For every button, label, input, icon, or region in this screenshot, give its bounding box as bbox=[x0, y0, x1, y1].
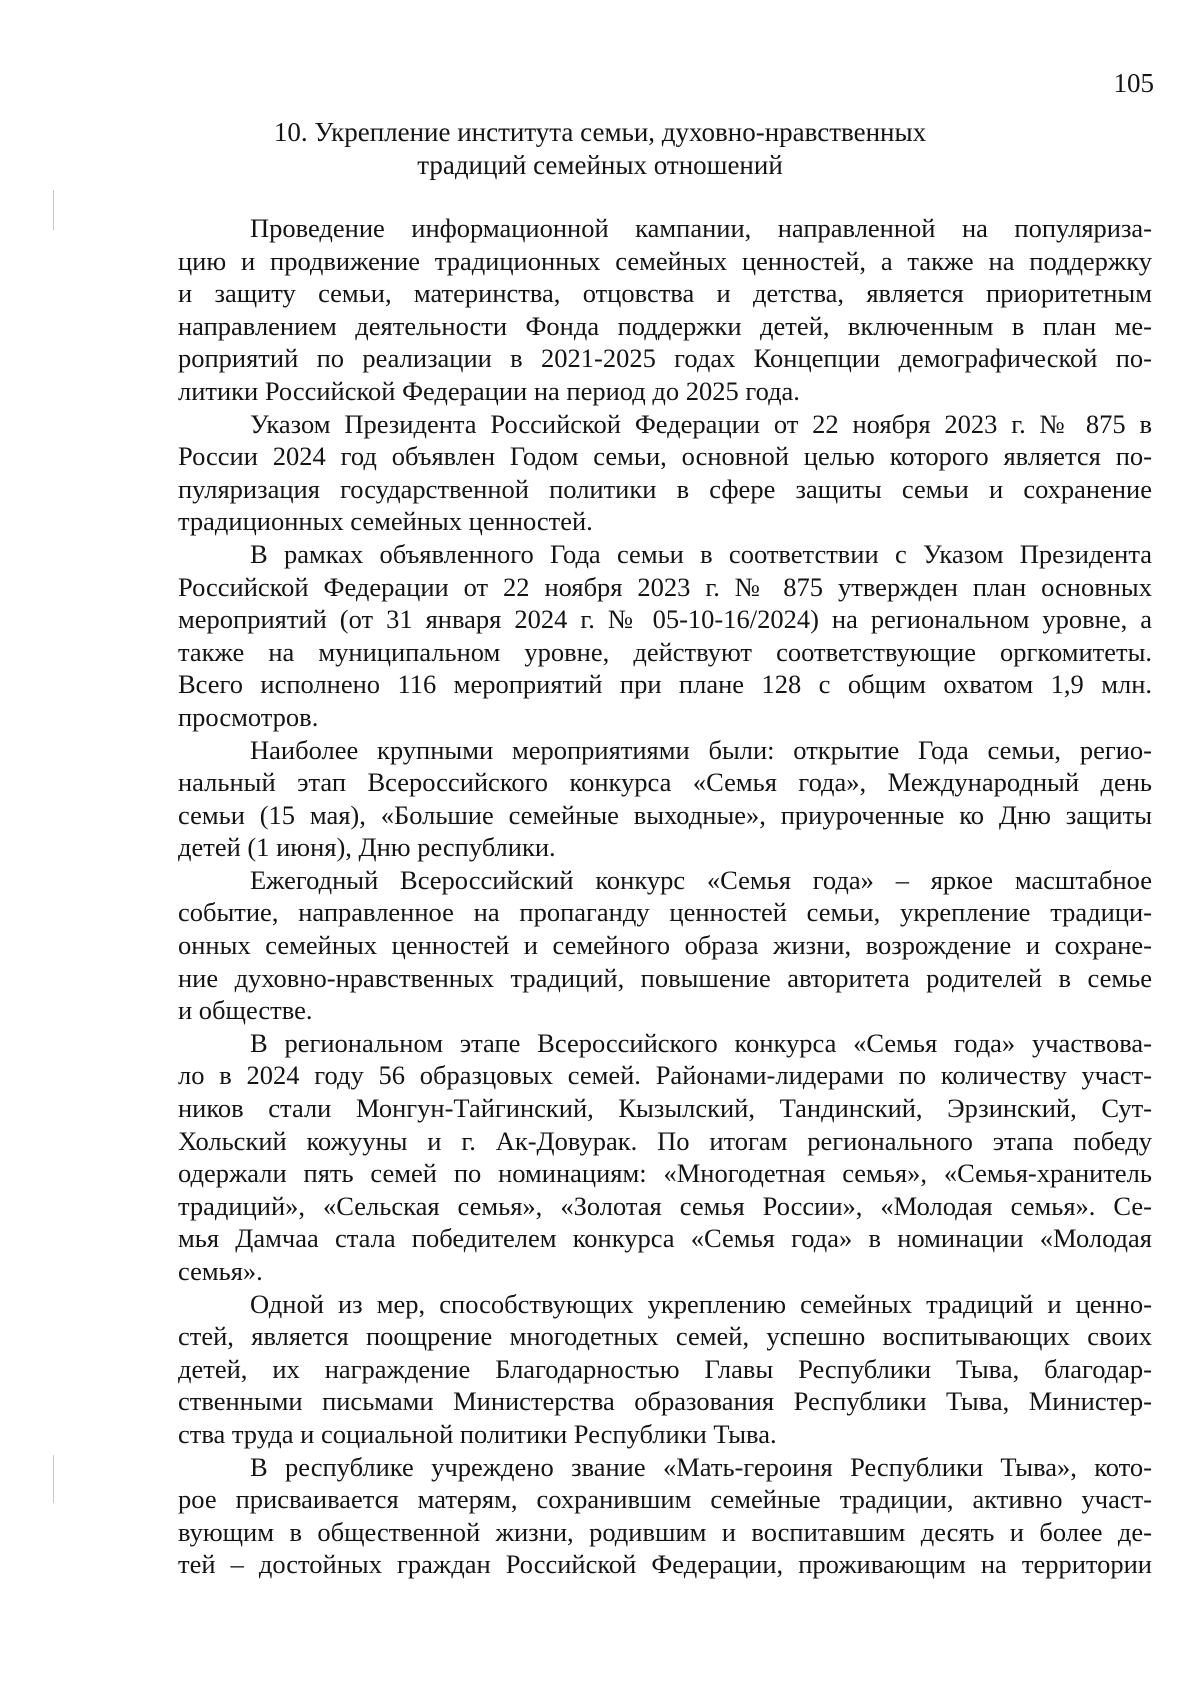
paragraph-line: В республике учреждено звание «Мать-героиня Республики Тыва», кото- bbox=[250, 1451, 1152, 1482]
paragraph bbox=[178, 1027, 1152, 1288]
paragraph-line: ников стали Монгун-Тайгинский, Кызылский, Тандинский, Эрзинский, Сут- bbox=[178, 1093, 1152, 1124]
paragraph-line: детей, их награждение Благодарностью Главы Республики Тыва, благодар- bbox=[178, 1353, 1152, 1384]
paragraph bbox=[178, 734, 1152, 864]
page-number: 105 bbox=[1113, 68, 1154, 98]
paragraph-line: ние духовно-нравственных традиций, повышение авторитета родителей в семье bbox=[178, 962, 1152, 993]
paragraph-line: тей – достойных граждан Российской Федерации, проживающим на территории bbox=[178, 1549, 1152, 1580]
paragraph bbox=[178, 864, 1152, 1027]
paragraph-line: мероприятий (от 31 января 2024 г. № 05-10-16/2024) на региональном уровне, а bbox=[178, 604, 1152, 635]
scan-margin-mark bbox=[53, 1455, 54, 1503]
paragraph-line: России 2024 год объявлен Годом семьи, основной целью которого является по- bbox=[178, 441, 1152, 472]
paragraph bbox=[178, 1288, 1152, 1451]
paragraph bbox=[178, 408, 1152, 538]
paragraph-line: Указом Президента Российской Федерации от 22 ноября 2023 г. № 875 в bbox=[250, 408, 1152, 439]
paragraph-line: пуляризация государственной политики в сфере защиты семьи и сохранение bbox=[178, 473, 1152, 504]
paragraph-line: вующим в общественной жизни, родившим и воспитавшим десять и более де- bbox=[178, 1516, 1152, 1547]
paragraph-line: традиционных семейных ценностей. bbox=[178, 506, 593, 537]
paragraph-line: традиций», «Сельская семья», «Золотая семья России», «Молодая семья». Се- bbox=[178, 1190, 1152, 1221]
paragraph-line: просмотров. bbox=[178, 701, 319, 732]
paragraph bbox=[178, 1451, 1152, 1581]
paragraph-line: детей (1 июня), Дню республики. bbox=[178, 832, 556, 863]
paragraph-line: Хольский кожууны и г. Ак-Довурак. По итогам регионального этапа победу bbox=[178, 1125, 1152, 1156]
paragraph-line: Одной из мер, способствующих укреплению семейных традиций и ценно- bbox=[250, 1288, 1152, 1319]
paragraph-line: также на муниципальном уровне, действуют соответствующие оргкомитеты. bbox=[178, 636, 1152, 667]
paragraph-line: Ежегодный Всероссийский конкурс «Семья года» – яркое масштабное bbox=[250, 864, 1152, 895]
body-text bbox=[178, 212, 1152, 1581]
paragraph-line: В региональном этапе Всероссийского конкурса «Семья года» участвова- bbox=[250, 1027, 1152, 1058]
paragraph-line: направлением деятельности Фонда поддержки детей, включенным в план ме- bbox=[178, 310, 1152, 341]
paragraph-line: ло в 2024 году 56 образцовых семей. Районами-лидерами по количеству участ- bbox=[178, 1060, 1152, 1091]
scan-margin-mark bbox=[53, 190, 54, 230]
paragraph-line: ственными письмами Министерства образования Республики Тыва, Министер- bbox=[178, 1386, 1152, 1417]
paragraph-line: семья». bbox=[178, 1256, 263, 1286]
paragraph-line: мья Дамчаа стала победителем конкурса «Семья года» в номинации «Молодая bbox=[178, 1223, 1152, 1254]
paragraph-line: Российской Федерации от 22 ноября 2023 г. № 875 утвержден план основных bbox=[178, 571, 1152, 602]
paragraph-line: Проведение информационной кампании, направленной на популяриза- bbox=[250, 213, 1152, 243]
paragraph-line: литики Российской Федерации на период до 2025 года. bbox=[178, 375, 800, 406]
paragraph bbox=[178, 212, 1152, 408]
paragraph-line: цию и продвижение традиционных семейных ценностей, а также на поддержку bbox=[178, 245, 1152, 276]
paragraph-line: стей, является поощрение многодетных семей, успешно воспитывающих своих bbox=[178, 1321, 1152, 1352]
paragraph-line: Всего исполнено 116 мероприятий при плане 128 с общим охватом 1,9 млн. bbox=[178, 669, 1152, 700]
section-heading-line: 10. Укрепление института семьи, духовно-нравственных bbox=[273, 117, 927, 147]
paragraph-line: В рамках объявленного Года семьи в соответствии с Указом Президента bbox=[250, 538, 1152, 569]
paragraph bbox=[178, 538, 1152, 734]
paragraph-line: роприятий по реализации в 2021-2025 годах Концепции демографической по- bbox=[178, 343, 1152, 374]
paragraph-line: нальный этап Всероссийского конкурса «Семья года», Международный день bbox=[178, 767, 1152, 798]
paragraph-line: онных семейных ценностей и семейного образа жизни, возрождение и сохране- bbox=[178, 930, 1152, 961]
paragraph-line: рое присваивается матерям, сохранившим семейные традиции, активно участ- bbox=[178, 1484, 1152, 1515]
paragraph-line: семьи (15 мая), «Большие семейные выходные», приуроченные ко Дню защиты bbox=[178, 799, 1152, 830]
paragraph-line: ства труда и социальной политики Республики Тыва. bbox=[178, 1418, 777, 1449]
paragraph-line: и обществе. bbox=[178, 995, 313, 1026]
paragraph-line: Наиболее крупными мероприятиями были: открытие Года семьи, регио- bbox=[250, 734, 1152, 765]
section-heading-line: традиций семейных отношений bbox=[417, 150, 783, 180]
paragraph-line: событие, направленное на пропаганду ценностей семьи, укрепление традици- bbox=[178, 897, 1152, 928]
section-heading bbox=[180, 116, 1020, 182]
paragraph-line: одержали пять семей по номинациям: «Многодетная семья», «Семья-хранитель bbox=[178, 1158, 1152, 1189]
paragraph-line: и защиту семьи, материнства, отцовства и детства, является приоритетным bbox=[178, 278, 1152, 309]
